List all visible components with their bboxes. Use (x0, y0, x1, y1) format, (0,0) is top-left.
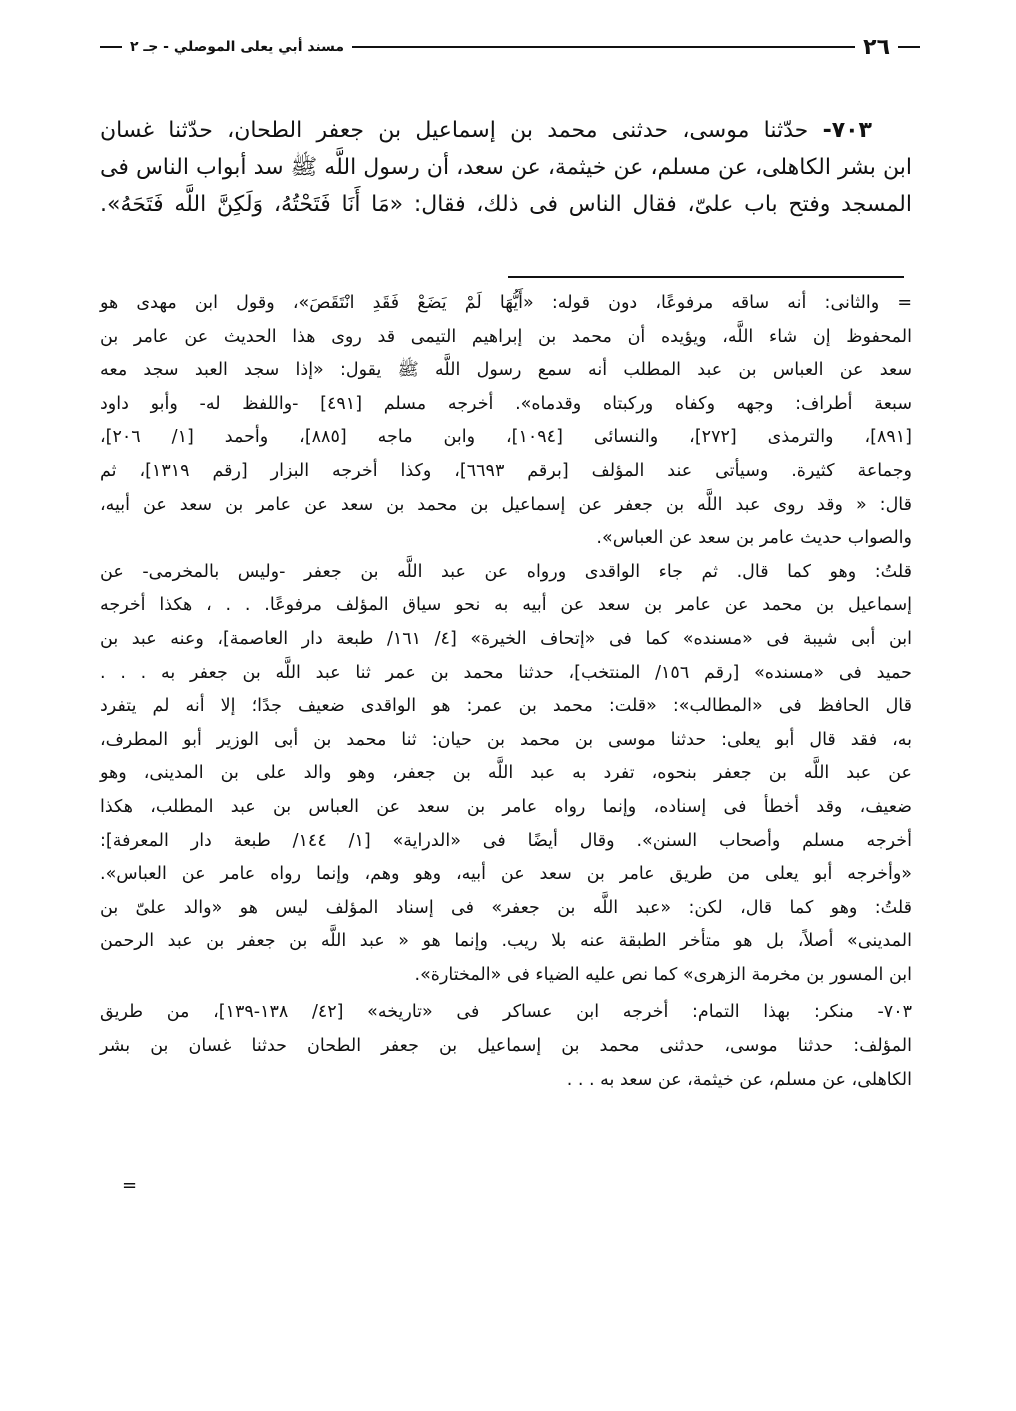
header-dash (100, 46, 122, 48)
header-dash (898, 46, 920, 48)
header-rule (352, 46, 855, 48)
hadith-text (100, 112, 912, 223)
hadith-number: ٧٠٣- (822, 118, 872, 143)
footnote-line: «وأخرجه أبو يعلى من طريق عامر بن سعد عن أبيه، وهو وهم، وإنما رواه عامر عن العباس». (100, 864, 912, 885)
footnote-line: عن عبد اللَّه بن جعفر بنحوه، تفرد به عبد اللَّه بن جعفر، وهو والد على بن المدينى، وهو (100, 763, 912, 784)
hadith-line: المسجد وفتح باب علىّ، فقال الناس فى ذلك، فقال: «مَا أَنَا فَتَحْتُهُ، وَلَكِنَّ اللَّه فَتَحَهُ». (100, 192, 912, 217)
running-title: مسند أبي يعلى الموصلي - جـ ٢ (130, 39, 345, 55)
footnote-line: إسماعيل بن محمد عن عامر بن سعد عن أبيه به نحو سياق المؤلف مرفوعًا. . . ، هكذا أخرجه (100, 595, 912, 616)
footnote-line: ضعيف، وقد أخطأ فى إسناده، وإنما رواه عامر بن سعد عن العباس بن عبد المطلب، هكذا (100, 796, 912, 817)
footnote-line: = والثانى: أنه ساقه مرفوعًا، دون قوله: «أَيُّهَا لَمْ يَضَعْ فَقَدِ انْتَقَصَ»، وقول ابن مهدى هو (100, 293, 912, 313)
footnote-line: ابن المسور بن مخرمة الزهرى» كما نص عليه الضياء فى «المختارة». (414, 964, 912, 985)
footnote-line: ابن أبى شيبة فى «مسنده» كما فى «إتحاف الخيرة» [٤/ ١٦١/ طبعة دار العاصمة]، وعنه عبد بن (100, 628, 913, 649)
hadith-line: ابن بشر الكاهلى، عن مسلم، عن خيثمة، عن سعد، أن رسول اللَّه ﷺ سد أبواب الناس فى (100, 155, 912, 180)
continuation-mark: = (122, 1175, 138, 1196)
footnote-line: به، فقد قال أبو يعلى: حدثنا موسى بن محمد بن حيان: ثنا محمد بن أبى الوزير أبو المطرف، (100, 729, 912, 750)
footnote-line: المحفوظ إن شاء اللَّه، ويؤيده أن محمد بن إبراهيم التيمى قد روى هذا الحديث عن عامر بن (100, 326, 912, 347)
hadith-line (100, 112, 912, 149)
footnote-line: [٨٩١]، والترمذى [٢٧٢]، والنسائى [١٠٩٤]، وابن ماجه [٨٨٥]، وأحمد [١/ ٢٠٦]، (100, 427, 912, 448)
footnote-line: الكاهلى، عن مسلم، عن خيثمة، عن سعد به . . . (566, 1069, 912, 1090)
footnote-separator (508, 276, 904, 278)
footnote-line: قلتُ: وهو كما قال. ثم جاء الواقدى ورواه عن عبد اللَّه بن جعفر -وليس بالمخرمى- عن (100, 561, 912, 582)
footnote-line: والصواب حديث عامر بن سعد عن العباس». (596, 528, 912, 549)
page-number: ٢٦ (863, 34, 890, 60)
footnote-line: قال الحافظ فى «المطالب»: «قلت: محمد بن عمر: هو الواقدى ضعيف جدًا؛ إلا أنه لم يتفرد (100, 696, 912, 717)
running-header (100, 34, 920, 60)
footnote-line: المدينى» أصلاً، بل هو متأخر الطبقة عنه بلا ريب. وإنما هو « عبد اللَّه بن جعفر بن عبد الرحمن (100, 931, 912, 952)
hadith-line-text: حدّثنا موسى، حدثنى محمد بن إسماعيل بن جعفر الطحان، حدّثنا غسان (100, 118, 809, 143)
footnote-line: حميد فى «مسنده» [رقم ١٥٦/ المنتخب]، حدثنا محمد بن عمر ثنا عبد اللَّه بن جعفر به . . . (100, 662, 912, 683)
footnote-line: قلتُ: وهو كما قال، لكن: «عبد اللَّه بن جعفر» فى إسناد المؤلف ليس هو «والد علىّ بن (100, 897, 912, 918)
footnote-line: المؤلف: حدثنا موسى، حدثنى محمد بن إسماعيل بن جعفر الطحان حدثنا غسان بن بشر (100, 1036, 912, 1057)
footnote-line: ٧٠٣- منكر: بهذا التمام: أخرجه ابن عساكر فى «تاريخه» [٤٢/ ١٣٨-١٣٩]، من طريق (100, 1002, 912, 1023)
footnote-line: قال: « وقد روى عبد اللَّه بن جعفر عن إسماعيل بن محمد بن سعد عن عامر بن سعد عن أبيه، (100, 494, 912, 515)
footnote-line: سعد عن العباس بن عبد المطلب أنه سمع رسول اللَّه ﷺ يقول: «إذا سجد العبد سجد معه (100, 360, 912, 381)
footnotes (100, 287, 912, 1097)
footnote-line: أخرجه مسلم وأصحاب السنن». وقال أيضًا فى «الدراية» [١/ ١٤٤/ طبعة دار المعرفة]: (100, 830, 912, 851)
footnote-line: سبعة أطراف: وجهه وكفاه وركبتاه وقدماه». أخرجه مسلم [٤٩١] -واللفظ له- وأبو داود (100, 393, 912, 414)
footnote-line: وجماعة كثيرة. وسيأتى عند المؤلف [برقم ٦٦٩٣]، وكذا أخرجه البزار [رقم ١٣١٩]، ثم (100, 460, 912, 481)
